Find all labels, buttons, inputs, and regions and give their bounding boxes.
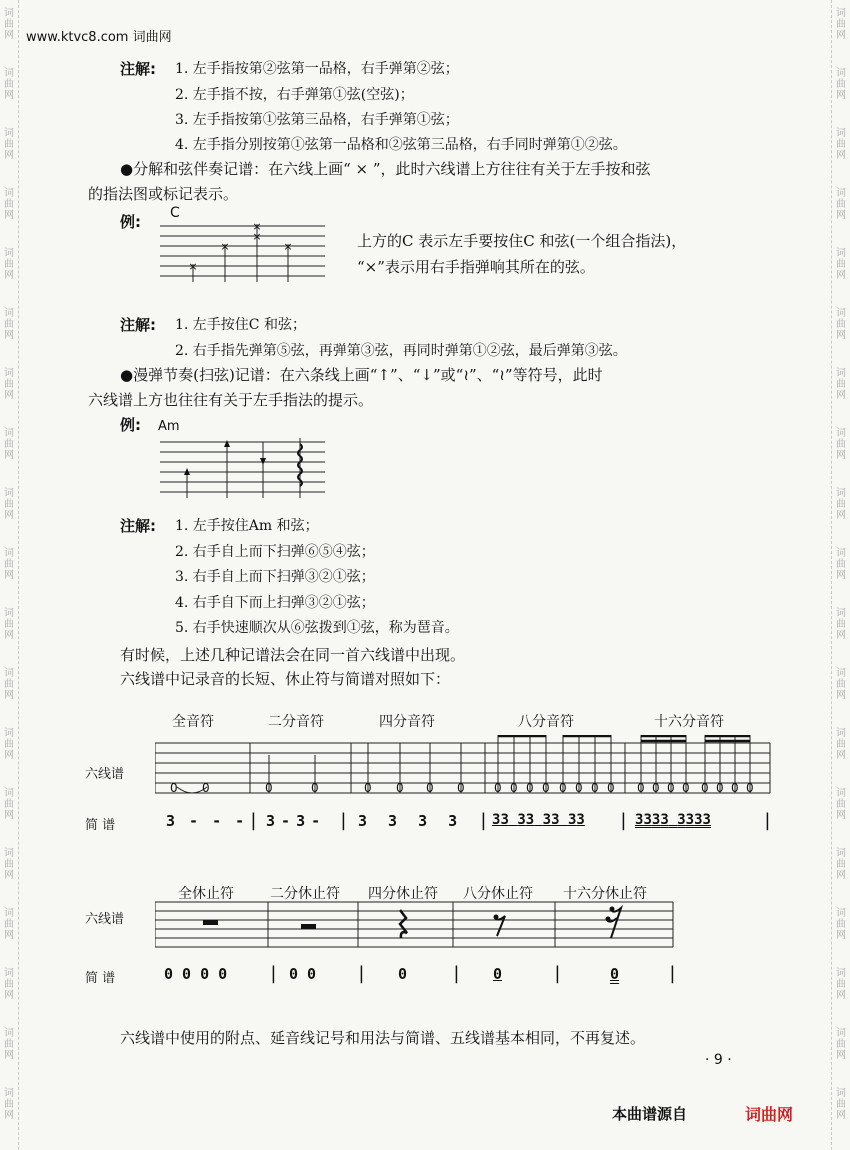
chord-name: C (170, 205, 180, 221)
side-watermark: 词 曲 网 (836, 1028, 846, 1061)
notes3-item: 2. 右手自上而下扫弹⑥⑤④弦； (175, 544, 375, 560)
strum-line2: 六线谱上方也往往有关于左手指法的提示。 (88, 391, 374, 409)
side-watermark: 词 曲 网 (836, 908, 846, 941)
notes1-item: 2. 左手指不按，右手弹第①弦(空弦)； (175, 87, 414, 103)
side-watermark: 词 曲 网 (836, 548, 846, 581)
side-watermark: 词 曲 网 (4, 968, 14, 1001)
row-label-tab: 六线谱 (85, 912, 125, 927)
side-watermark: 词 曲 网 (4, 308, 14, 341)
site-url[interactable]: www.ktvc8.com 词曲网 (26, 30, 172, 45)
barline: | (667, 963, 678, 984)
side-watermark: 词 曲 网 (836, 128, 846, 161)
rest-header: 八分休止符 (463, 886, 533, 902)
barline: | (762, 810, 773, 831)
example-label: 例: (120, 213, 141, 231)
barline: | (248, 810, 259, 831)
tab-example-broken (160, 222, 325, 282)
jianpu-measure: 33 33 33 33 (492, 812, 585, 828)
side-watermark: 词 曲 网 (4, 368, 14, 401)
sixteenth-rest-icon (607, 908, 621, 938)
half-rest-icon (301, 924, 316, 929)
tab-example-strum (160, 438, 325, 498)
notes3-item: 1. 左手按住Am 和弦； (175, 518, 319, 534)
x-mark: × (220, 240, 230, 253)
barline: | (338, 810, 349, 831)
broken-explain1: 上方的C 表示左手要按住C 和弦(一个组合指法)， (357, 232, 687, 250)
footer-site-link[interactable]: 词曲网 (745, 1105, 794, 1124)
row-label-jianpu: 简 谱 (85, 818, 116, 833)
barline: | (356, 963, 367, 984)
side-watermark: 词 曲 网 (836, 8, 846, 41)
side-watermark: 词 曲 网 (4, 728, 14, 761)
notes3-label: 注解: (120, 517, 156, 535)
barline: | (451, 963, 462, 984)
rest-jianpu-measure: 0 0 0 0 (164, 965, 228, 983)
x-mark: × (283, 240, 293, 253)
example-label: 例: (120, 416, 141, 434)
side-watermark: 词 曲 网 (836, 248, 846, 281)
side-watermark: 词 曲 网 (836, 788, 846, 821)
notes3-item: 3. 右手自上而下扫弹③②①弦； (175, 569, 375, 585)
notes3-item: 4. 右手自下而上扫弹③②①弦； (175, 595, 375, 611)
paragraph: 六线谱中记录音的长短、休止符与简谱对照如下： (120, 670, 451, 688)
duration-header: 二分音符 (268, 714, 324, 730)
footer-source-text: 本曲谱源自 (612, 1105, 688, 1123)
barline: | (268, 963, 279, 984)
side-watermark: 词 曲 网 (836, 1088, 846, 1121)
notes2-item: 1. 左手按住C 和弦； (175, 317, 306, 333)
rest-jianpu-measure: 0 (398, 965, 408, 983)
barline: | (478, 810, 489, 831)
side-watermark: 词 曲 网 (4, 428, 14, 461)
jianpu-measure: 3 - - - (166, 812, 245, 830)
side-watermark: 词 曲 网 (4, 1028, 14, 1061)
side-watermark: 词 曲 网 (4, 68, 14, 101)
barline: | (618, 810, 629, 831)
side-watermark: 词 曲 网 (836, 188, 846, 221)
rest-jianpu-measure: 0 (610, 965, 620, 983)
side-watermark: 词 曲 网 (4, 848, 14, 881)
rest-jianpu-measure: 0 (493, 965, 503, 983)
rest-jianpu-measure: 0 0 (289, 965, 317, 983)
notes1-item: 3. 左手指按第①弦第三品格，右手弹第①弦； (175, 112, 459, 128)
paragraph: 有时候，上述几种记谱法会在同一首六线谱中出现。 (120, 646, 466, 664)
rest-header: 四分休止符 (368, 886, 438, 902)
rest-tab-staff (155, 900, 675, 952)
broken-chord-line1: ●分解和弦伴奏记谱：在六线上画“ × ”，此时六线谱上方往往有关于左手按和弦 (120, 160, 651, 178)
side-watermark: 词 曲 网 (836, 368, 846, 401)
jianpu-measure: 3 - 3 - (266, 812, 321, 830)
row-label-tab: 六线谱 (85, 767, 125, 782)
duration-header: 十六分音符 (654, 714, 724, 730)
side-watermark: 词 曲 网 (4, 908, 14, 941)
duration-header: 八分音符 (518, 714, 574, 730)
side-watermark: 词 曲 网 (836, 488, 846, 521)
arrow-up-icon (224, 440, 230, 447)
right-watermark-strip (831, 0, 850, 1150)
side-watermark: 词 曲 网 (4, 248, 14, 281)
side-watermark: 词 曲 网 (4, 8, 14, 41)
left-watermark-strip (0, 0, 19, 1150)
strum-line1: ●漫弹节奏(扫弦)记谱：在六条线上画“↑”、“↓”或“≀”、“≀”等符号，此时 (120, 366, 603, 384)
rest-header: 十六分休止符 (563, 886, 647, 902)
side-watermark: 词 曲 网 (4, 788, 14, 821)
notes1-item: 4. 左手指分别按第①弦第一品格和②弦第三品格，右手同时弹第①②弦。 (175, 137, 627, 153)
side-watermark: 词 曲 网 (4, 548, 14, 581)
arrow-up-icon: ↑ (377, 366, 391, 384)
side-watermark: 词 曲 网 (836, 968, 846, 1001)
side-watermark: 词 曲 网 (4, 668, 14, 701)
broken-explain2: “×”表示用右手指弹响其所在的弦。 (357, 258, 595, 276)
wavy-down-icon: ≀ (499, 366, 505, 384)
x-mark: × (188, 260, 198, 273)
side-watermark: 词 曲 网 (4, 1088, 14, 1121)
x-mark: × (252, 230, 262, 243)
quarter-rest-icon (400, 910, 407, 938)
side-watermark: 词 曲 网 (836, 68, 846, 101)
duration-header: 四分音符 (379, 714, 435, 730)
duration-tab-staff (155, 735, 775, 810)
rest-header: 全休止符 (178, 886, 234, 902)
side-watermark: 词 曲 网 (836, 668, 846, 701)
side-watermark: 词 曲 网 (836, 848, 846, 881)
side-watermark: 词 曲 网 (4, 488, 14, 521)
side-watermark: 词 曲 网 (4, 188, 14, 221)
side-watermark: 词 曲 网 (836, 308, 846, 341)
side-watermark: 词 曲 网 (4, 608, 14, 641)
notes1-label: 注解: (120, 60, 156, 78)
jianpu-measure: 3 3 3 3 (358, 812, 458, 830)
whole-rest-icon (203, 920, 218, 925)
side-watermark: 词 曲 网 (4, 128, 14, 161)
page-number: · 9 · (705, 1052, 732, 1068)
side-watermark: 词 曲 网 (836, 728, 846, 761)
barline: | (552, 963, 563, 984)
arrow-down-icon: ↓ (420, 366, 433, 384)
notes2-item: 2. 右手指先弹第⑤弦，再弹第③弦，再同时弹第①②弦，最后弹第③弦。 (175, 343, 627, 359)
duration-header: 全音符 (172, 714, 214, 730)
notes3-item: 5. 右手快速顺次从⑥弦拨到①弦，称为琶音。 (175, 620, 459, 636)
rest-header: 二分休止符 (270, 886, 340, 902)
site-name: 词曲网 (132, 30, 172, 45)
x-mark: × (252, 222, 262, 233)
wavy-up-icon: ≀ (463, 366, 469, 384)
jianpu-measure: 3333 3333 (635, 812, 711, 828)
notes2-label: 注解: (120, 316, 156, 334)
side-watermark: 词 曲 网 (836, 428, 846, 461)
broken-chord-line2: 的指法图或标记表示。 (88, 185, 239, 203)
notes1-item: 1. 左手指按第②弦第一品格，右手弹第②弦； (175, 61, 459, 77)
chord-name: Am (158, 419, 180, 434)
row-label-jianpu: 简 谱 (85, 971, 116, 986)
side-watermark: 词 曲 网 (836, 608, 846, 641)
closing-paragraph: 六线谱中使用的附点、延音线记号和用法与简谱、五线谱基本相同，不再复述。 (120, 1029, 646, 1047)
